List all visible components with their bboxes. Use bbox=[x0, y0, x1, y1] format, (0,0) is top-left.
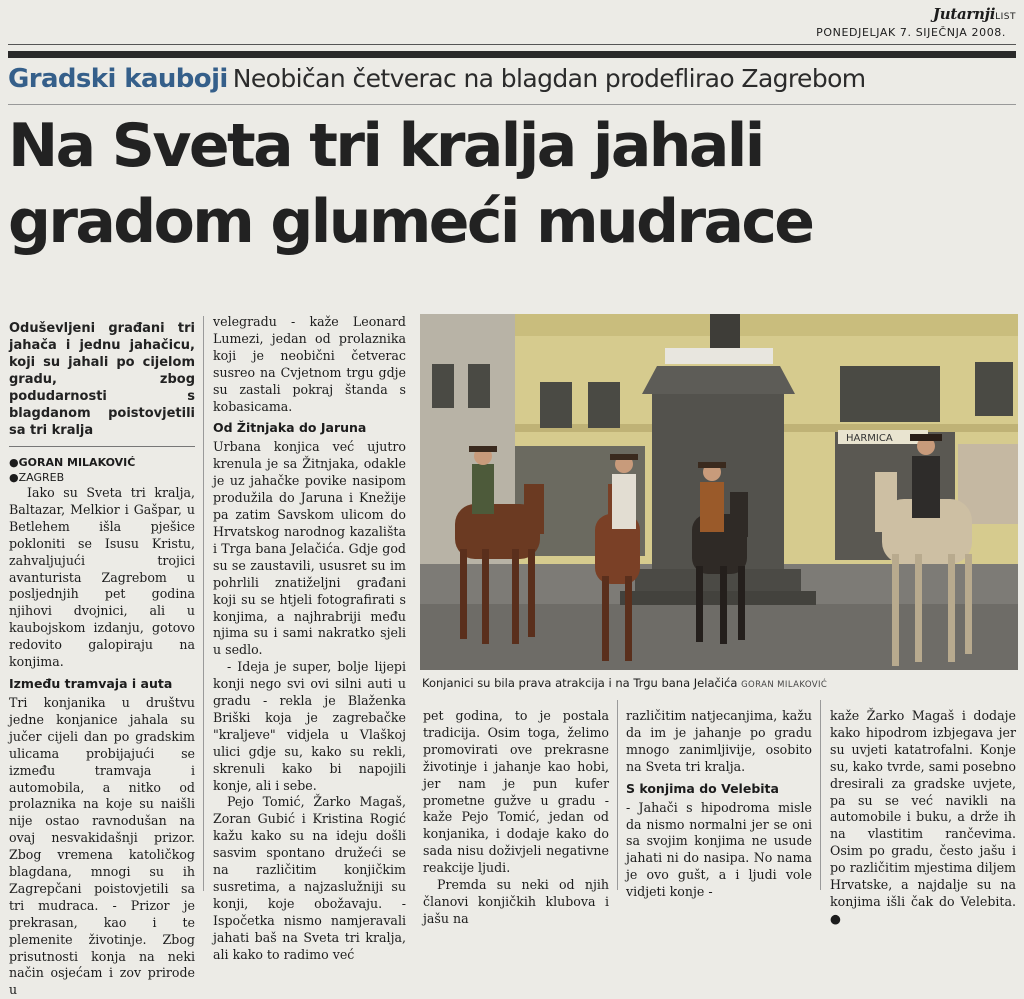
paragraph: Urbana konjica već ujutro krenula je sa Žitnjaka, odakle je uz jahačke povike nasipom produžila do Jaruna i Knežije pa zatim Savskom ulicom do Hrvatskog narodnog kazališta i Trga bana Jelačića. Gdje god su se zaustavili, ususret su im pohrlili znatiželjni građani koji su se htjeli fotografirati s konjima, a najhrabriji među njima su i sami nakratko sjeli u sedlo. bbox=[213, 439, 406, 658]
paragraph: velegradu - kaže Leonard Lumezi, jedan od prolaznika koji je neobični četverac susreo na Cvjetnom trgu gdje su zastali pokraj štanda s kobasicama. bbox=[213, 314, 406, 414]
headline-line-2: gradom glumeći mudrace bbox=[8, 187, 813, 257]
page-title bbox=[8, 108, 1008, 260]
headline-line-1: Na Sveta tri kralja jahali bbox=[8, 111, 763, 181]
paragraph: Iako su Sveta tri kralja, Baltazar, Melkior i Gašpar, u Betlehem išla pješice pokloniti se Isusu Kristu, zahvaljujući trojici avanturista Zagrebom u posljednjih pet godina njihovi dvojnici, ali u kaubojskom izdanju, gotovo redovito galopiraju na konjima. bbox=[9, 485, 195, 670]
byline: ●GORAN MILAKOVIĆ ●ZAGREB bbox=[9, 456, 136, 484]
paragraph: - Ideja je super, bolje lijepi konji nego svi ovi silni auti u gradu - rekla je Blaženka Briški koja je zagrebačke "kraljeve" vidjela u Vlaškoj ulici gdje su, kako su rekli, skrenuli kako bi napojili konje, ali i sebe. bbox=[213, 659, 406, 793]
end-mark: ● bbox=[830, 910, 841, 926]
photo-caption bbox=[422, 676, 827, 690]
photo-credit: GORAN MILAKOVIĆ bbox=[741, 680, 828, 690]
brand-suffix: LIST bbox=[995, 12, 1016, 22]
news-photo bbox=[420, 314, 1018, 670]
column-divider bbox=[617, 700, 618, 890]
section-bar bbox=[8, 51, 1016, 58]
kicker-line bbox=[8, 64, 866, 94]
article-column-2 bbox=[213, 314, 406, 964]
kicker-rule bbox=[8, 104, 1016, 105]
top-rule bbox=[8, 44, 1016, 45]
issue-date: PONEDJELJAK 7. SIJEČNJA 2008. bbox=[816, 26, 1006, 39]
closing-text: kaže Žarko Magaš i dodaje kako hipodrom izbjegava jer su uvjeti katatrofalni. Konje su, kako tvrde, sami posebno dresirali za gradske uvjete, pa su se već navikli na automobile i buku, a drže ih na vlastitim rančevima. Osim po gradu, često jašu i po različitim mjestima diljem Hrvatske, a najdalje su na konjima išli čak do Velebita. bbox=[830, 708, 1016, 909]
subheadline: Neobičan četverac na blagdan prodeflirao Zagrebom bbox=[232, 64, 866, 93]
caption-text: Konjanici su bila prava atrakcija i na Trgu bana Jelačića bbox=[422, 676, 738, 690]
masthead-logo bbox=[933, 5, 1016, 23]
paragraph: Pejo Tomić, Žarko Magaš, Zoran Gubić i Kristina Rogić kažu kako su na ideju došli sasvim spontano družeći se na različitim konjičkim susretima, a najzaslužniji su konji, koje obožavaju. - Ispočetka nismo namjeravali jahati baš na Sveta tri kralja, ali kako to radimo već bbox=[213, 794, 406, 962]
subheading-tramvaja: Između tramvaja i auta bbox=[9, 675, 173, 691]
byline-author: GORAN MILAKOVIĆ bbox=[18, 456, 136, 469]
paragraph: različitim natjecanjima, kažu da im je jahanje po gradu mnogo zanimljivije, osobito na Sveta tri kralja. bbox=[626, 708, 812, 774]
article-column-1 bbox=[9, 320, 195, 999]
brand-name: Jutarnji bbox=[932, 5, 996, 23]
lead-divider bbox=[9, 446, 195, 447]
paragraph: Premda su neki od njih članovi konjičkih klubova i jašu na bbox=[423, 877, 609, 926]
paragraph: pet godina, to je postala tradicija. Osim toga, želimo promovirati ove prekrasne životinje i jahanje kao hobi, jer nam je pun kufer prometne gužve u gradu - kaže Pejo Tomić, jedan od konjanika, i dodaje kako do sada nisu doživjeli negativne reakcije ljudi. bbox=[423, 708, 609, 876]
lead-paragraph: Oduševljeni građani tri jahača i jednu jahačicu, koji su jahali po cijelom gradu, zbog podudarnosti s blagdanom poistovjetili sa tri kralja bbox=[9, 321, 195, 438]
subheading-zitnjak: Od Žitnjaka do Jaruna bbox=[213, 420, 367, 436]
byline-location: ZAGREB bbox=[18, 471, 65, 484]
paragraph: - Jahači s hipodroma misle da nismo normalni jer se oni sa svojim konjima ne usude jahati ni do nasipa. No nama je ovo gušt, a i ljudi vole vidjeti konje - bbox=[626, 799, 812, 900]
subheading-velebit: S konjima do Velebita bbox=[626, 780, 779, 796]
column-divider bbox=[820, 700, 821, 890]
paragraph: Tri konjanika u društvu jedne konjanice jahala su jučer cijeli dan po gradskim ulicama probijajući se između tramvaja i automobila, a nitko od prolaznika na koje su naišli nije ostao ravnodušan na ovaj nesvakidašnji prizor. Zbog vremena katoličkog blagdana, mnogi su ih Zagrepčani poistovjetili sa tri mudraca. - Prizor je prekrasan, kao i te plemenite životinje. Zbog prisutnosti konja na neki način osjećam i zov prirode u bbox=[9, 694, 195, 998]
photo-illustration bbox=[420, 314, 1018, 670]
column-divider bbox=[203, 316, 204, 891]
article-column-4 bbox=[626, 708, 812, 901]
shop-sign-text: HARMICA bbox=[846, 433, 893, 444]
section-tag: Gradski kauboji bbox=[8, 64, 228, 94]
